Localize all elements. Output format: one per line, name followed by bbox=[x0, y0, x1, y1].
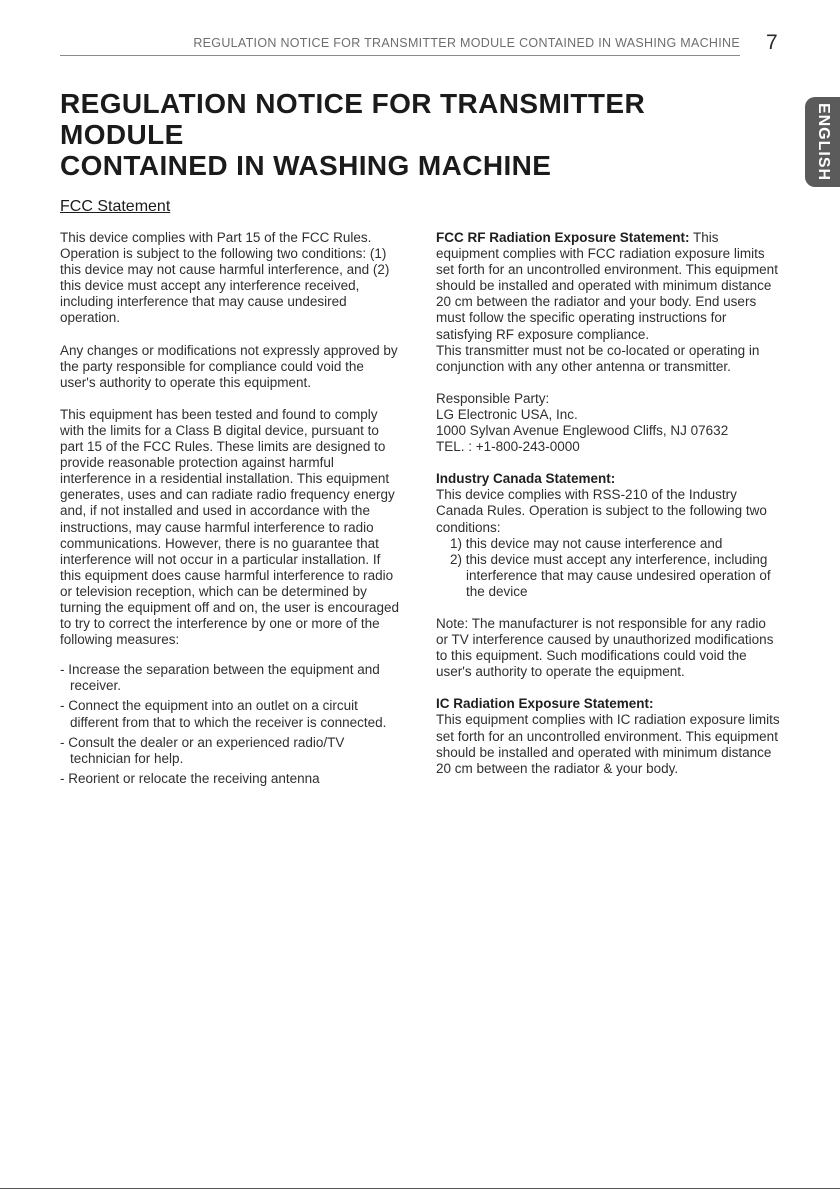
header-divider bbox=[60, 55, 740, 56]
responsible-party-address: 1000 Sylvan Avenue Englewood Cliffs, NJ 07632 bbox=[436, 423, 729, 439]
bottom-divider bbox=[0, 1188, 840, 1189]
fcc-paragraph-2: Any changes or modifications not expressly approved by the party responsible for compliance could void the user's authority to operate this equipment. bbox=[60, 342, 398, 390]
language-tab bbox=[805, 97, 840, 187]
industry-canada-text: This device complies with RSS-210 of the Industry Canada Rules. Operation is subject to the following two conditions: bbox=[436, 487, 767, 535]
language-tab-label: ENGLISH bbox=[814, 102, 832, 182]
fcc-statement-heading: FCC Statement bbox=[60, 198, 171, 215]
ic-exposure-heading: IC Radiation Exposure Statement: bbox=[436, 696, 654, 712]
running-header: REGULATION NOTICE FOR TRANSMITTER MODULE CONTAINED IN WASHING MACHINE bbox=[193, 36, 740, 50]
list-item: 2) this device must accept any interference, including interference that may cause undesired operation of the device bbox=[450, 551, 771, 599]
industry-canada-note: Note: The manufacturer is not responsible for any radio or TV interference caused by unauthorized modifications to this equipment. Such modifications could void the user's authority to operate the equipment. bbox=[436, 615, 774, 680]
page-title-line-1: REGULATION NOTICE FOR TRANSMITTER MODULE bbox=[60, 88, 646, 150]
left-column bbox=[60, 230, 400, 787]
rf-exposure-text-2: This transmitter must not be co-located or operating in conjunction with any other antenna or transmitter. bbox=[436, 342, 760, 374]
page-title bbox=[60, 88, 760, 181]
fcc-paragraph-3: This equipment has been tested and found to comply with the limits for a Class B digital device, pursuant to part 15 of the FCC Rules. These limits are designed to provide reasonable protection against harmful interference in a residential installation. This equipment generates, uses and can radiate radio frequency energy and, if not installed and used in accordance with the instructions, may cause harmful interference to radio communications. However, there is no guarantee that interference will not occur in a particular installation. If this equipment does cause harmful interference to radio or television reception, which can be determined by turning the equipment off and on, the user is encouraged to try to correct the interference by one or more of the following measures: bbox=[60, 406, 399, 648]
responsible-party-company: LG Electronic USA, Inc. bbox=[436, 406, 578, 422]
page-number: 7 bbox=[766, 31, 778, 54]
responsible-party-label: Responsible Party: bbox=[436, 390, 550, 406]
list-item: 1) this device may not cause interference and bbox=[450, 535, 723, 551]
rf-exposure-paragraph bbox=[436, 230, 781, 343]
fcc-paragraph-1: This device complies with Part 15 of the FCC Rules. Operation is subject to the following two conditions: (1) this device may not cause harmful interference, and (2) this device must accept any interference received, including interference that may cause undesired operation. bbox=[60, 230, 390, 326]
industry-canada-heading: Industry Canada Statement: bbox=[436, 471, 616, 487]
measures-list bbox=[60, 662, 400, 787]
rf-exposure-label: FCC RF Radiation Exposure Statement: bbox=[436, 230, 690, 245]
list-item: - Increase the separation between the equipment and receiver. bbox=[60, 662, 380, 694]
ic-exposure-text: This equipment complies with IC radiation exposure limits set forth for an uncontrolled environment. This equipment should be installed and operated with minimum distance 20 cm between the radiator & your body. bbox=[436, 712, 780, 776]
page-title-line-2: CONTAINED IN WASHING MACHINE bbox=[60, 150, 552, 181]
list-item: - Connect the equipment into an outlet on a circuit different from that to which the receiver is connected. bbox=[60, 698, 387, 730]
list-item: - Consult the dealer or an experienced radio/TV technician for help. bbox=[60, 734, 345, 766]
rf-exposure-text: This equipment complies with FCC radiation exposure limits set forth for an uncontrolled environment. This equipment should be installed and operated with minimum distance 20 cm between the radiator and your body. End users must follow the specific operating instructions for satisfying RF exposure compliance. bbox=[436, 230, 778, 342]
responsible-party-tel: TEL. : +1-800-243-0000 bbox=[436, 439, 580, 455]
right-column bbox=[436, 230, 781, 777]
list-item: - Reorient or relocate the receiving antenna bbox=[60, 770, 320, 786]
